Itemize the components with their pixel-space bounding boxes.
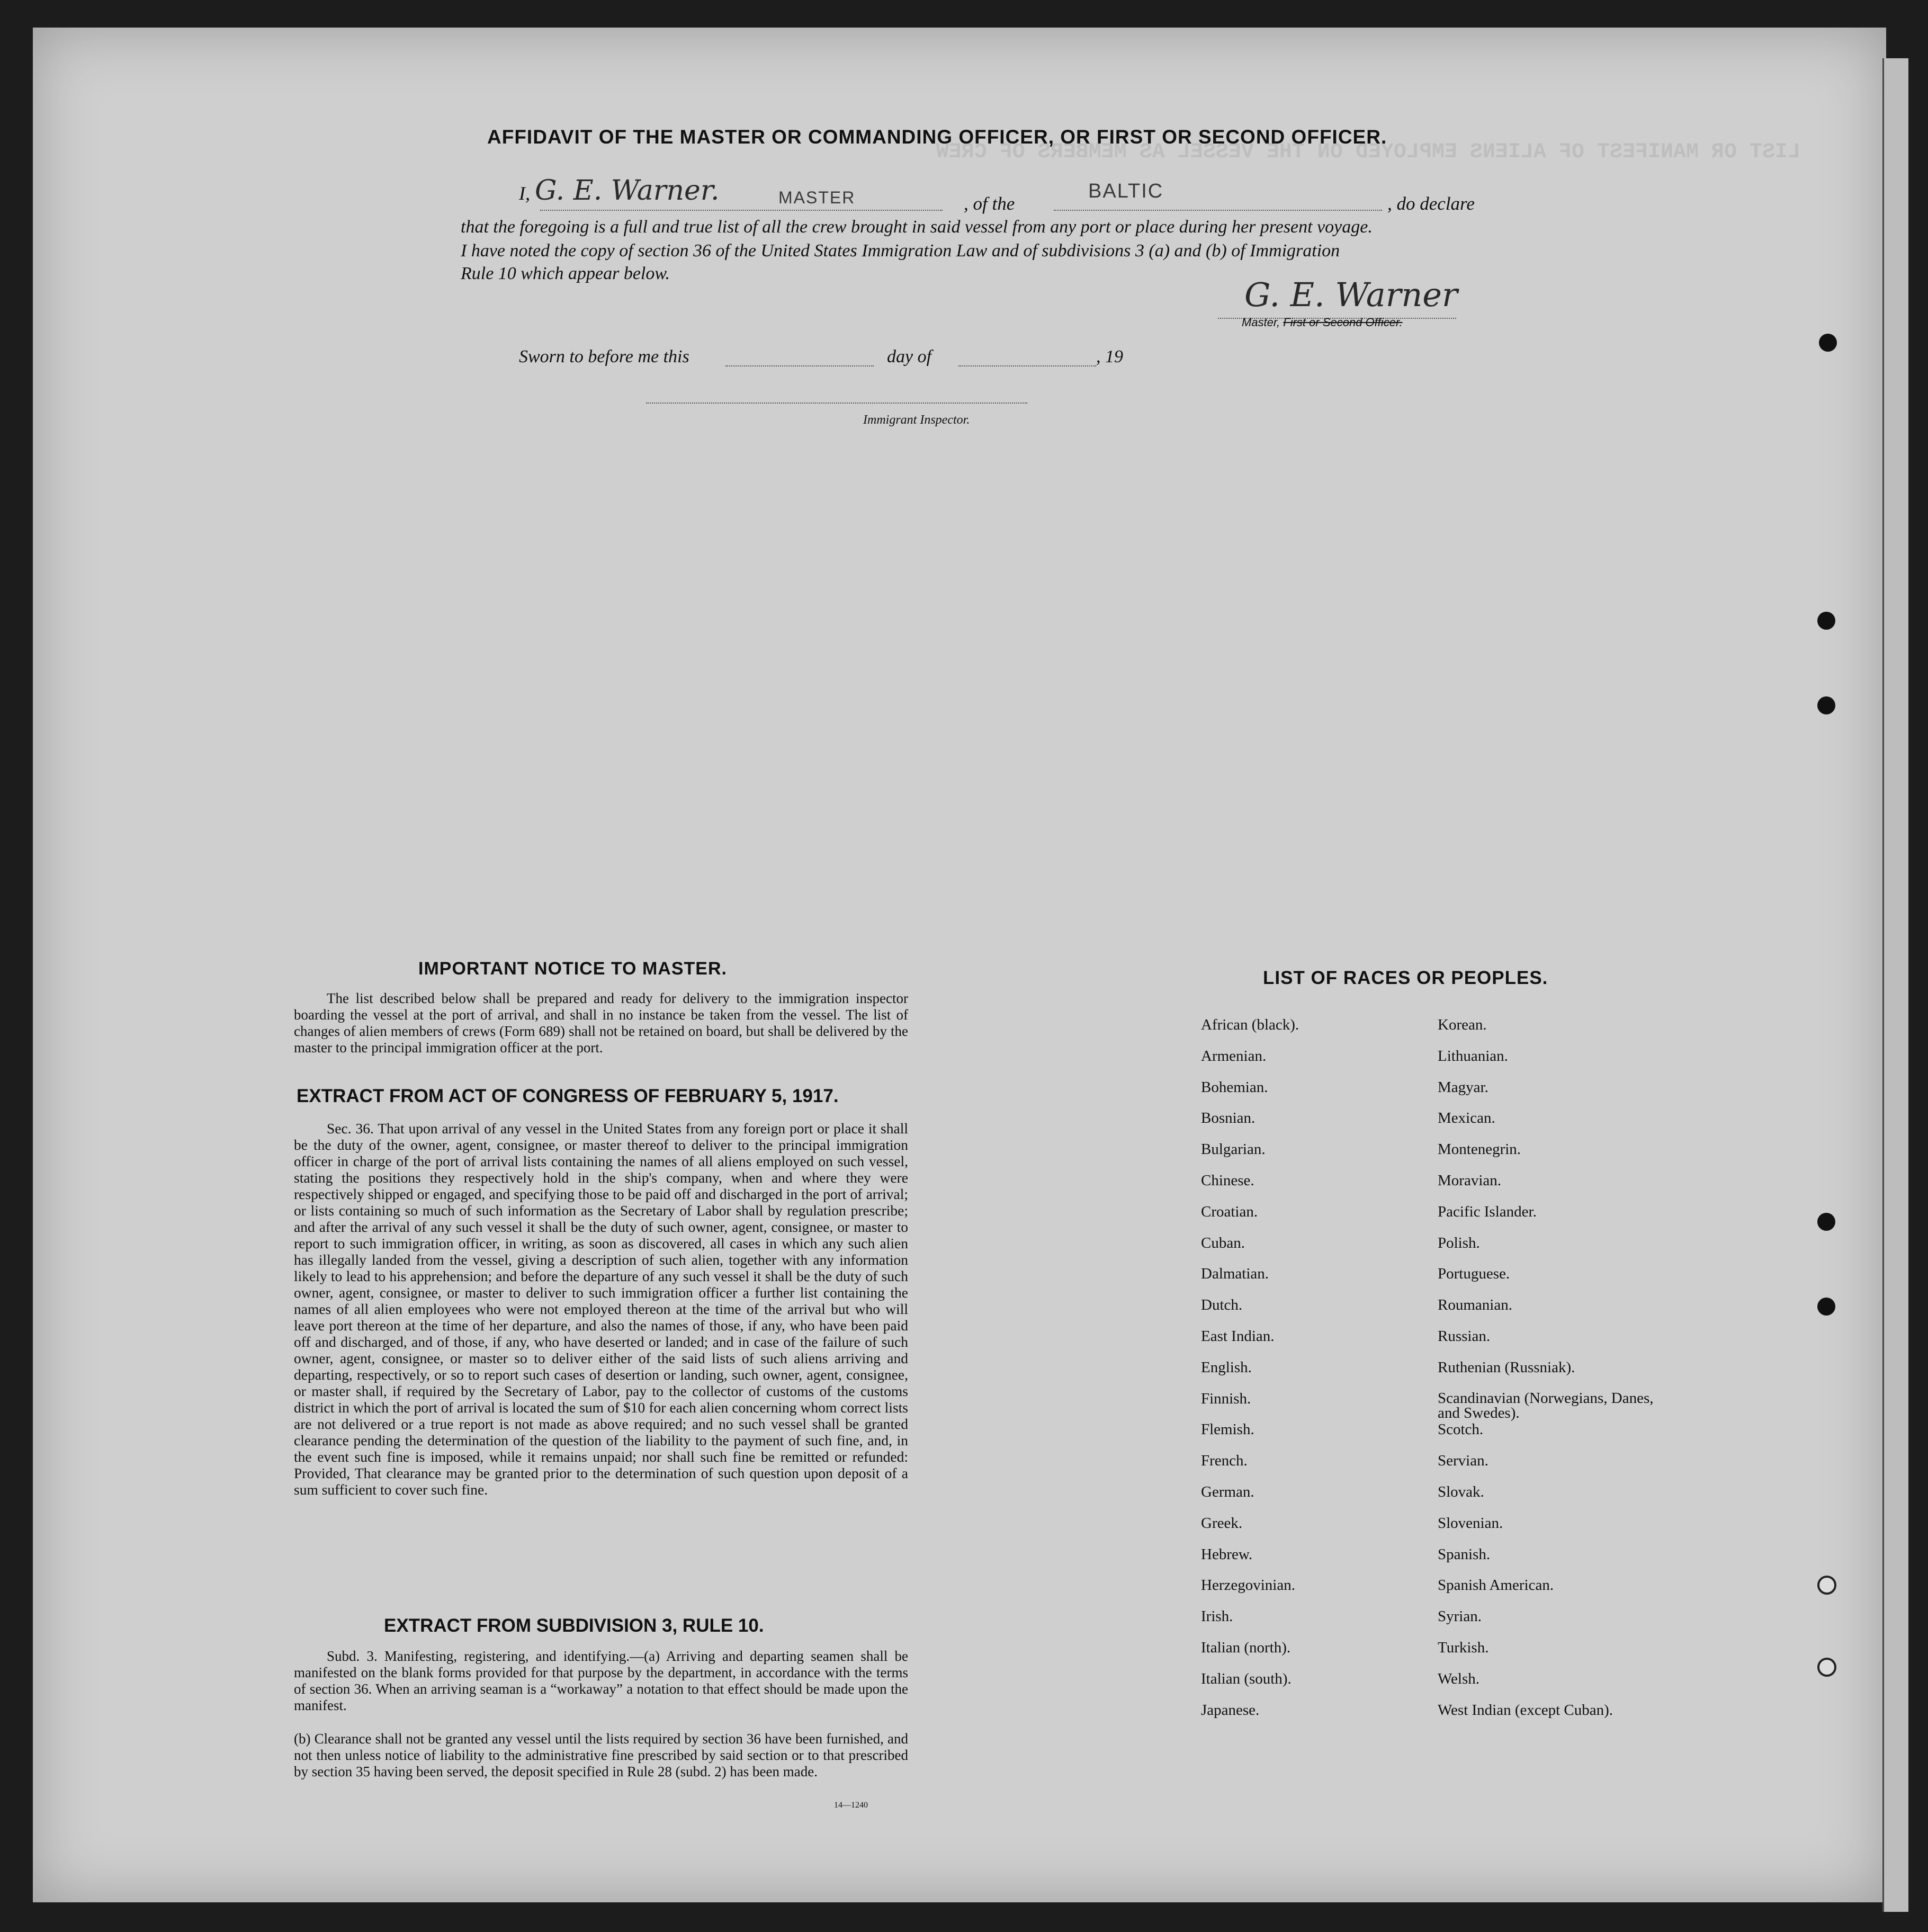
race-item: Roumanian. (1438, 1296, 1512, 1314)
race-item: Flemish. (1201, 1421, 1254, 1438)
race-item: Korean. (1438, 1016, 1487, 1033)
name-blank-line (540, 210, 943, 211)
inspector-signature-line (646, 402, 1027, 404)
race-item: Italian (south). (1201, 1670, 1292, 1687)
race-item: Russian. (1438, 1327, 1491, 1345)
i-prefix: I, (519, 183, 530, 204)
race-item: Herzegovinian. (1201, 1577, 1295, 1594)
race-item: Spanish American. (1438, 1577, 1554, 1594)
binder-hole-icon (1817, 1213, 1835, 1231)
race-item: Greek. (1201, 1514, 1243, 1532)
race-item: Welsh. (1438, 1670, 1480, 1687)
race-item: Servian. (1438, 1452, 1488, 1470)
race-item: Dutch. (1201, 1296, 1243, 1314)
extract-act-body: Sec. 36. That upon arrival of any vessel in the United States from any foreign port or place it shall be the duty of the owner, agent, consignee, or master thereof to deliver to the principal immigration officer in charge of the port of arrival lists containing the names of all aliens employed on such vessel, stating the positions they respectively hold in the ship's company, when and where they were respectively shipped or engaged, and specifying those to be paid off and discharged in the port of arrival; or lists containing so much of such information as the Secretary of Labor shall by regulation prescribe; and after the arrival of any such vessel it shall be the duty of such owner, agent, consignee, or master to report to such immigration officer, in writing, as soon as discovered, all cases in which any such alien has illegally landed from the vessel, giving a description of such alien, together with any information likely to lead to his apprehension; and before the departure of any such vessel it shall be the duty of such owner, agent, consignee, or master to deliver to such immigration officer a further list containing the names of all alien employees who were not employed thereon at the time of the arrival but who will leave port thereon at the time of her departure, and also the names of those, if any, who have been paid off and discharged, and of those, if any, who have deserted or landed; and in case of the failure of such owner, agent, consignee, or master so to deliver either of the said lists of such aliens arriving and departing, respectively, or so to report such cases of desertion or landing, such owner, agent, consignee, or master shall, if required by the Secretary of Labor, pay to the collector of customs of the customs district in which the port of arrival is located the sum of $10 for each alien concerning whom correct lists are not delivered or a true report is not made as above required; and no such vessel shall be granted clearance pending the determination of the question of the liability to the payment of such fine, and, in the event such fine is imposed, while it remains unpaid; nor shall such fine be remitted or refunded: Provided, That clearance may be granted prior to the determination of such question upon deposit of a sum sufficient to cover such fine. (294, 1120, 908, 1498)
form-number: 14—1240 (834, 1801, 868, 1810)
sworn-day-line (725, 365, 874, 366)
binder-hole-icon (1819, 334, 1837, 352)
affidavit-line-3: Rule 10 which appear below. (461, 264, 670, 283)
race-item: Bosnian. (1201, 1110, 1256, 1127)
race-item: Mexican. (1438, 1110, 1495, 1127)
notice-title: IMPORTANT NOTICE TO MASTER. (418, 959, 727, 979)
sworn-month-line (958, 365, 1096, 366)
race-item: Japanese. (1201, 1701, 1260, 1719)
race-item: Finnish. (1201, 1390, 1251, 1407)
race-item: Moravian. (1438, 1171, 1501, 1189)
races-right-column (1438, 1017, 1676, 1733)
race-item: Spanish. (1438, 1545, 1491, 1563)
page-edge (1882, 58, 1908, 1912)
race-item: Scandinavian (Norwegians, Danes, and Swedes). (1438, 1389, 1654, 1421)
race-item: Magyar. (1438, 1078, 1488, 1096)
notice-body: The list described below shall be prepared and ready for delivery to the immigration inspector boarding the vessel at the port of arrival, and shall in no instance be taken from the vessel. The list of changes of alien members of crews (Form 689) shall not be retained on board, but shall be delivered by the master to the principal immigration officer at the port. (294, 990, 908, 1056)
race-item: West Indian (except Cuban). (1438, 1701, 1613, 1719)
binder-hole-icon (1817, 612, 1835, 630)
day-of-label: day of (887, 347, 932, 366)
races-left-column (1201, 1017, 1423, 1733)
affidavit-line-1: that the foregoing is a full and true list of all the crew brought in said vessel from any port or place during her present voyage. (461, 217, 1373, 237)
year-label: , 19 (1096, 347, 1123, 366)
signer-name-handwritten: G. E. Warner. (535, 175, 720, 207)
do-declare-label: , do declare (1387, 193, 1475, 214)
race-item: Croatian. (1201, 1203, 1258, 1220)
race-item: Dalmatian. (1201, 1265, 1269, 1283)
race-item: Bohemian. (1201, 1078, 1268, 1096)
race-item: Ruthenian (Russniak). (1438, 1358, 1575, 1376)
race-item: Bulgarian. (1201, 1141, 1266, 1158)
race-item: Syrian. (1438, 1608, 1482, 1625)
binder-hole-icon (1817, 1298, 1835, 1316)
race-item: Pacific Islander. (1438, 1203, 1537, 1220)
rank-stamp: MASTER (778, 188, 856, 207)
extract-act-title: EXTRACT FROM ACT OF CONGRESS OF FEBRUARY 5, 1917. (297, 1086, 839, 1106)
race-item: Hebrew. (1201, 1545, 1253, 1563)
bleed-through-header: LIST OR MANIFEST OF ALIENS EMPLOYED ON THE VESSEL AS MEMBERS OF CREW (936, 140, 1800, 164)
vessel-blank-line (1054, 210, 1382, 211)
of-the-label: , of the (964, 193, 1015, 214)
race-item: Slovak. (1438, 1483, 1484, 1500)
races-title: LIST OF RACES OR PEOPLES. (1263, 968, 1548, 988)
binder-hole-icon (1817, 1576, 1836, 1595)
affidavit-name-line (519, 175, 720, 207)
extract-rule-subd-a: Subd. 3. Manifesting, registering, and identifying.—(a) Arriving and departing seamen shall be manifested on the blank forms provided for that purpose by the department, in accordance with the terms of section 36. When an arriving seaman is a “workaway” a notation to that effect should be made upon the manifest. (294, 1648, 908, 1713)
sworn-text: Sworn to before me this (519, 347, 689, 366)
race-item: French. (1201, 1452, 1248, 1470)
race-item: Montenegrin. (1438, 1141, 1521, 1158)
race-item: Turkish. (1438, 1639, 1489, 1656)
race-item: Armenian. (1201, 1047, 1267, 1065)
race-item: Portuguese. (1438, 1265, 1510, 1283)
race-item: Polish. (1438, 1234, 1480, 1251)
race-item: English. (1201, 1358, 1252, 1376)
race-item: Scotch. (1438, 1421, 1484, 1438)
race-item: German. (1201, 1483, 1254, 1500)
affidavit-line-2: I have noted the copy of section 36 of the United States Immigration Law and of subdivisions 3 (a) and (b) of Immigration (461, 241, 1340, 261)
race-item: Slovenian. (1438, 1514, 1503, 1532)
signature-caption (1242, 316, 1403, 329)
race-item: Lithuanian. (1438, 1047, 1508, 1065)
inspector-label: Immigrant Inspector. (863, 413, 970, 427)
race-item: Chinese. (1201, 1171, 1254, 1189)
binder-hole-icon (1817, 1658, 1836, 1677)
extract-rule-title: EXTRACT FROM SUBDIVISION 3, RULE 10. (384, 1615, 764, 1636)
master-signature: G. E. Warner (1244, 275, 1458, 314)
extract-rule-subd-b: (b) Clearance shall not be granted any vessel until the lists required by section 36 have been furnished, and not then unless notice of liability to the administrative fine prescribed by said section or to that prescribed by section 35 having been served, the deposit specified in Rule 28 (subd. 2) has been made. (294, 1731, 908, 1779)
binder-hole-icon (1817, 696, 1835, 714)
vessel-stamp: BALTIC (1088, 180, 1164, 202)
master-label: Master, (1242, 316, 1280, 329)
struck-officer-label: First or Second Officer. (1283, 316, 1403, 329)
race-item: Irish. (1201, 1608, 1233, 1625)
race-item: Italian (north). (1201, 1639, 1291, 1656)
affidavit-title: AFFIDAVIT OF THE MASTER OR COMMANDING OFFICER, OR FIRST OR SECOND OFFICER. (487, 126, 1387, 148)
race-item: African (black). (1201, 1016, 1299, 1033)
race-item: Cuban. (1201, 1234, 1245, 1251)
race-item: East Indian. (1201, 1327, 1275, 1345)
